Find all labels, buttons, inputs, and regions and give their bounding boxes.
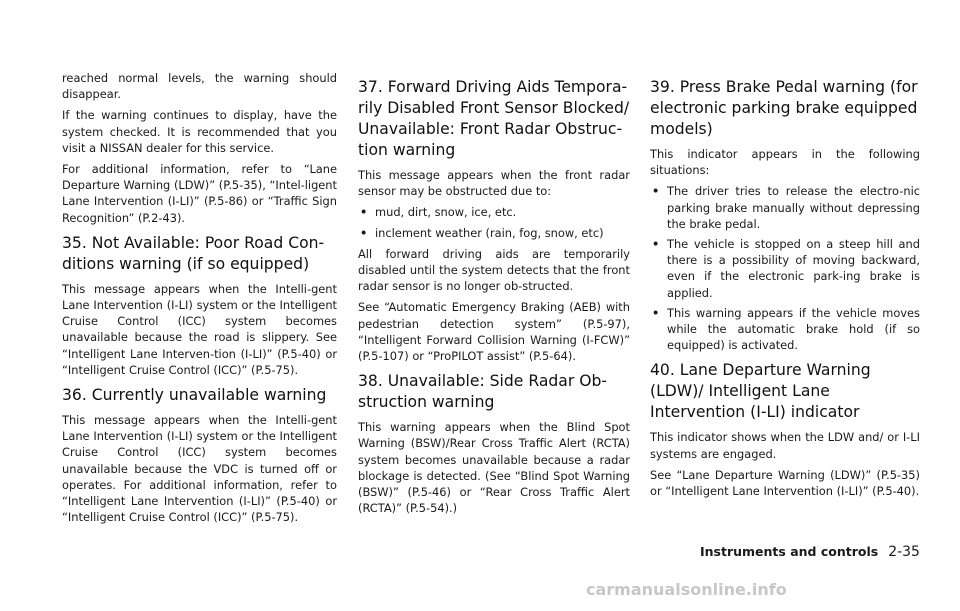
footer-section-title: Instruments and controls [700,544,879,559]
paragraph: If the warning continues to display, have the system checked. It is recommended that you visit a NISSAN dealer for this service. [62,108,337,155]
bullet-text: The vehicle is stopped on a steep hill and there is a possibility of moving backward, even if the electronic park-ing brake is applied. [667,237,920,300]
bullet-text: This warning appears if the vehicle moves while the automatic brake hold (if so equipped) is activated. [667,305,920,353]
page-footer [700,544,930,560]
bullet-item [650,183,920,232]
bullet-list [650,183,920,353]
column-right [650,70,920,504]
paragraph: See “Lane Departure Warning (LDW)” (P.5-35) or “Intelligent Lane Intervention (I-LI)” (P.5-40). [650,467,920,499]
watermark: carmanualsonline.info [586,580,787,599]
bullet-item [650,236,920,301]
paragraph: This message appears when the Intelli-gent Lane Intervention (I-LI) system or the Intelligent Cruise Control (ICC) system becomes unavailable because the VDC is turned off or operates. For additional information, refer to “Intelligent Lane Intervention (I-LI)” (P.5-40) or “Intelligent Cruise Control (ICC)” (P.5-75). [62,413,337,525]
bullet-marker: • [360,225,368,240]
page-number: 2-35 [888,544,920,560]
bullet-text: The driver tries to release the electro-nic parking brake manually without depressing the brake pedal. [667,184,920,231]
section-heading: 40. Lane Departure Warning (LDW)/ Intelligent Lane Intervention (I-LI) indicator [650,361,871,422]
paragraph: This indicator shows when the LDW and/ or I-LI systems are engaged. [650,430,920,461]
section-heading: 38. Unavailable: Side Radar Ob-struction warning [358,372,607,412]
paragraph: This message appears when the front radar sensor may be obstructed due to: [358,168,630,199]
section-heading: 39. Press Brake Pedal warning (for electronic parking brake equipped models) [650,78,918,138]
bullet-text: mud, dirt, snow, ice, etc. [375,205,517,220]
bullet-marker: • [652,184,660,199]
paragraph: All forward driving aids are temporarily disabled until the system detects that the front radar sensor is no longer ob-structed. [358,246,630,294]
section-heading: 35. Not Available: Poor Road Con-ditions warning (if so equipped) [62,233,325,273]
bullet-marker: • [360,205,368,220]
paragraph: See “Automatic Emergency Braking (AEB) with pedestrian detection system” (P.5-97), “Intelligent Forward Collision Warning (I-FCW)” (P.5-107) or “ProPILOT assist” (P.5-64). [358,300,630,364]
section-heading: 37. Forward Driving Aids Tempora-rily Disabled Front Sensor Blocked/ Unavailable: Front Radar Obstruc-tion warning [358,78,630,159]
section-heading: 36. Currently unavailable warning [62,386,327,405]
paragraph: This warning appears when the Blind Spot Warning (BSW)/Rear Cross Traffic Alert (RCTA) system becomes unavailable because a radar blockage is detected. (See “Blind Spot Warning (BSW)” (P.5-46) or “Rear Cross Traffic Alert (RCTA)” (P.5-54).) [358,420,630,516]
bullet-item [650,305,920,354]
bullet-item [358,204,630,220]
paragraph: This indicator appears in the following situations: [650,147,920,178]
bullet-item [358,225,630,241]
column-left [62,70,337,530]
bullet-list [358,204,630,240]
paragraph: reached normal levels, the warning should disappear. [62,71,337,102]
paragraph: This message appears when the Intelli-gent Lane Intervention (I-LI) system or the Intelligent Cruise Control (ICC) system becomes unavailable because the road is slippery. See “Intelligent Lane Interven-tion (I-LI)” (P.5-40) or “Intelligent Cruise Control (ICC)” (P.5-75). [62,281,337,377]
paragraph: For additional information, refer to “Lane Departure Warning (LDW)” (P.5-35), “Intel-ligent Lane Intervention (I-LI)” (P.5-86) or “Traffic Sign Recognition” (P.2-43). [62,162,337,225]
bullet-text: inclement weather (rain, fog, snow, etc) [375,225,604,240]
column-middle [358,70,630,521]
bullet-marker: • [652,305,660,320]
bullet-marker: • [652,237,660,252]
